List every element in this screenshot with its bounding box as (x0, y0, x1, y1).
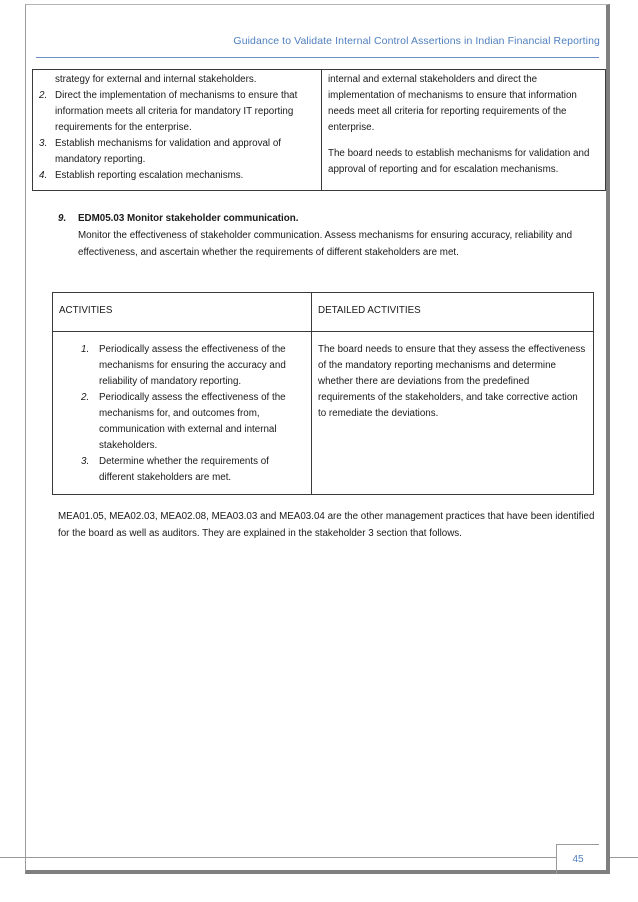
section-number: 9. (58, 213, 67, 224)
detailed-activities-cell (322, 70, 606, 191)
list-item (59, 342, 305, 390)
item-number: 3. (81, 456, 90, 467)
activities-list (39, 88, 315, 184)
list-item (39, 136, 315, 168)
section-body: Monitor the effectiveness of stakeholder communication. Assess mechanisms for ensuring accuracy, reliability and effectiveness, and ascertain whether the requirements of different stakeholders are met. (78, 230, 573, 258)
column-header-activities: ACTIVITIES (53, 293, 312, 332)
list-item (39, 168, 315, 184)
section-title: EDM05.03 Monitor stakeholder communication. (78, 213, 299, 224)
footer-rule-left (0, 857, 556, 858)
list-item (59, 390, 305, 454)
detail-paragraph: The board needs to ensure that they assess the effectiveness of the mandatory reporting mechanisms and determine whether there are deviations from the predefined requirements of the stakeholders, and take corrective action to remediate the deviations. (318, 344, 586, 419)
header-rule (36, 57, 599, 58)
item-text: Establish mechanisms for validation and approval of mandatory reporting. (55, 138, 281, 165)
closing-paragraph: MEA01.05, MEA02.03, MEA02.08, MEA03.03 and MEA03.04 are the other management practices that have been identified for the board as well as auditors. They are explained in the stakeholder 3 section that follows. (58, 511, 595, 539)
item-number: 2. (81, 392, 90, 403)
item-text: Determine whether the requirements of different stakeholders are met. (99, 456, 269, 483)
item-text: Periodically assess the effectiveness of the mechanisms for, and outcomes from, communication with external and internal stakeholders. (99, 392, 286, 451)
list-item (59, 454, 305, 486)
activities-cell (33, 70, 322, 191)
activities-cell (53, 332, 312, 495)
running-header: Guidance to Validate Internal Control Assertions in Indian Financial Reporting (233, 35, 600, 47)
item-text: Establish reporting escalation mechanisms. (55, 170, 244, 181)
item-text: Direct the implementation of mechanisms to ensure that information meets all criteria for mandatory IT reporting requirements for the enterprise. (55, 90, 298, 133)
continued-activities-table (32, 69, 606, 191)
item-number: 2. (39, 90, 48, 101)
section-edm05-03 (58, 210, 598, 261)
item-number: 3. (39, 138, 48, 149)
footer-rule-right (610, 857, 638, 858)
item-number: 1. (81, 344, 90, 355)
activities-list (59, 342, 305, 486)
detail-paragraph: internal and external stakeholders and direct the implementation of mechanisms to ensure that information needs meet all criteria for reporting requirements of the enterprise. (328, 74, 577, 133)
list-item (39, 88, 315, 136)
activities-table (52, 292, 594, 495)
detail-paragraph: The board needs to establish mechanisms for validation and approval of reporting and for escalation mechanisms. (328, 148, 590, 175)
page-number: 45 (556, 844, 599, 874)
section-heading (58, 210, 598, 227)
column-header-detailed-activities: DETAILED ACTIVITIES (312, 293, 594, 332)
continued-text: strategy for external and internal stakeholders. (55, 74, 257, 85)
item-number: 4. (39, 170, 48, 181)
detailed-activities-cell (312, 332, 594, 495)
item-text: Periodically assess the effectiveness of the mechanisms for ensuring the accuracy and reliability of mandatory reporting. (99, 344, 286, 387)
